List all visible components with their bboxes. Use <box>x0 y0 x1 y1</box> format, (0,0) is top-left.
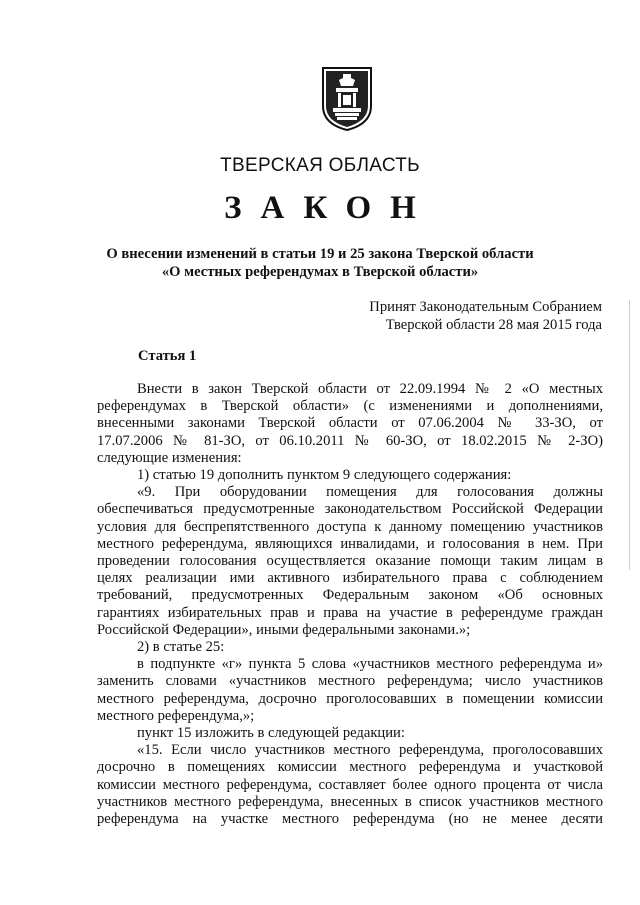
article-heading: Статья 1 <box>138 348 197 364</box>
body-line: Российской Федерации», иными федеральными законами.»; <box>97 621 471 638</box>
body-line: местного референдума, досрочно проголосовавших в помещении комиссии <box>97 690 603 707</box>
body-line: участников местного референдума, внесенных в список участников местного <box>97 793 603 810</box>
body-line: 1) статью 19 дополнить пунктом 9 следующего содержания: <box>137 467 512 484</box>
law-title: ЗАКОН <box>224 190 435 226</box>
body-line: требований, предусмотренных Федеральным законом «Об основных <box>97 587 603 604</box>
body-line: 17.07.2006 № 81-ЗО, от 06.10.2011 № 60-ЗО, от 18.02.2015 № 2-ЗО) <box>97 432 603 449</box>
body-line: внесенными законами Тверской области от 07.06.2004 № 33-ЗО, от <box>97 415 603 432</box>
body-line: условия для беспрепятственного доступа к данному помещению участников <box>97 518 603 535</box>
body-line: гарантиях избирательных прав и права на участие в референдуме граждан <box>97 604 603 621</box>
body-line: «9. При оборудовании помещения для голосования должны <box>137 484 603 501</box>
law-subtitle <box>60 245 580 281</box>
body-line: следующие изменения: <box>97 449 242 466</box>
body-line: пункт 15 изложить в следующей редакции: <box>137 725 405 742</box>
body-line: 2) в статье 25: <box>137 639 225 656</box>
adoption-line: Принят Законодательным Собранием <box>369 299 602 315</box>
body-line: местного референдума,»; <box>97 707 255 724</box>
body-line: заменить словами «участников местного референдума; число участников <box>97 673 603 690</box>
adoption-note <box>369 298 602 334</box>
subtitle-line: О внесении изменений в статьи 19 и 25 закона Тверской области <box>106 246 534 262</box>
adoption-line: Тверской области 28 мая 2015 года <box>385 317 602 333</box>
body-line: досрочно в помещениях комиссии местного референдума и участковой <box>97 759 603 776</box>
body-line: комиссии местного референдума, составляет более одного процента от числа <box>97 776 603 793</box>
body-line: местного референдума, являющихся инвалидами, и голосования в нем. При <box>97 535 603 552</box>
body-line: обеспечиваться предусмотренные законодательством Российской Федерации <box>97 501 603 518</box>
body-line: Внести в закон Тверской области от 22.09.1994 № 2 «О местных <box>137 381 603 397</box>
body-line: «15. Если число участников местного референдума, проголосовавших <box>137 742 603 759</box>
body-line: проведении голосования осуществляется оказание помощи таким лицам в <box>97 553 603 570</box>
region-name: ТВЕРСКАЯ ОБЛАСТЬ <box>220 155 420 176</box>
scan-artifact-line <box>629 300 630 570</box>
body-line: референдумах в Тверской области» (с изменениями и дополнениями, <box>97 398 603 415</box>
subtitle-line: «О местных референдумах в Тверской области» <box>161 264 479 280</box>
article-body <box>97 381 603 828</box>
body-line: референдума на участке местного референдума (но не менее десяти <box>97 811 603 828</box>
tver-coat-of-arms-icon <box>321 66 373 132</box>
body-line: в подпункте «г» пункта 5 слова «участников местного референдума и» <box>137 656 603 673</box>
body-line: целях реализации ими активного избирательного права с соблюдением <box>97 570 603 587</box>
